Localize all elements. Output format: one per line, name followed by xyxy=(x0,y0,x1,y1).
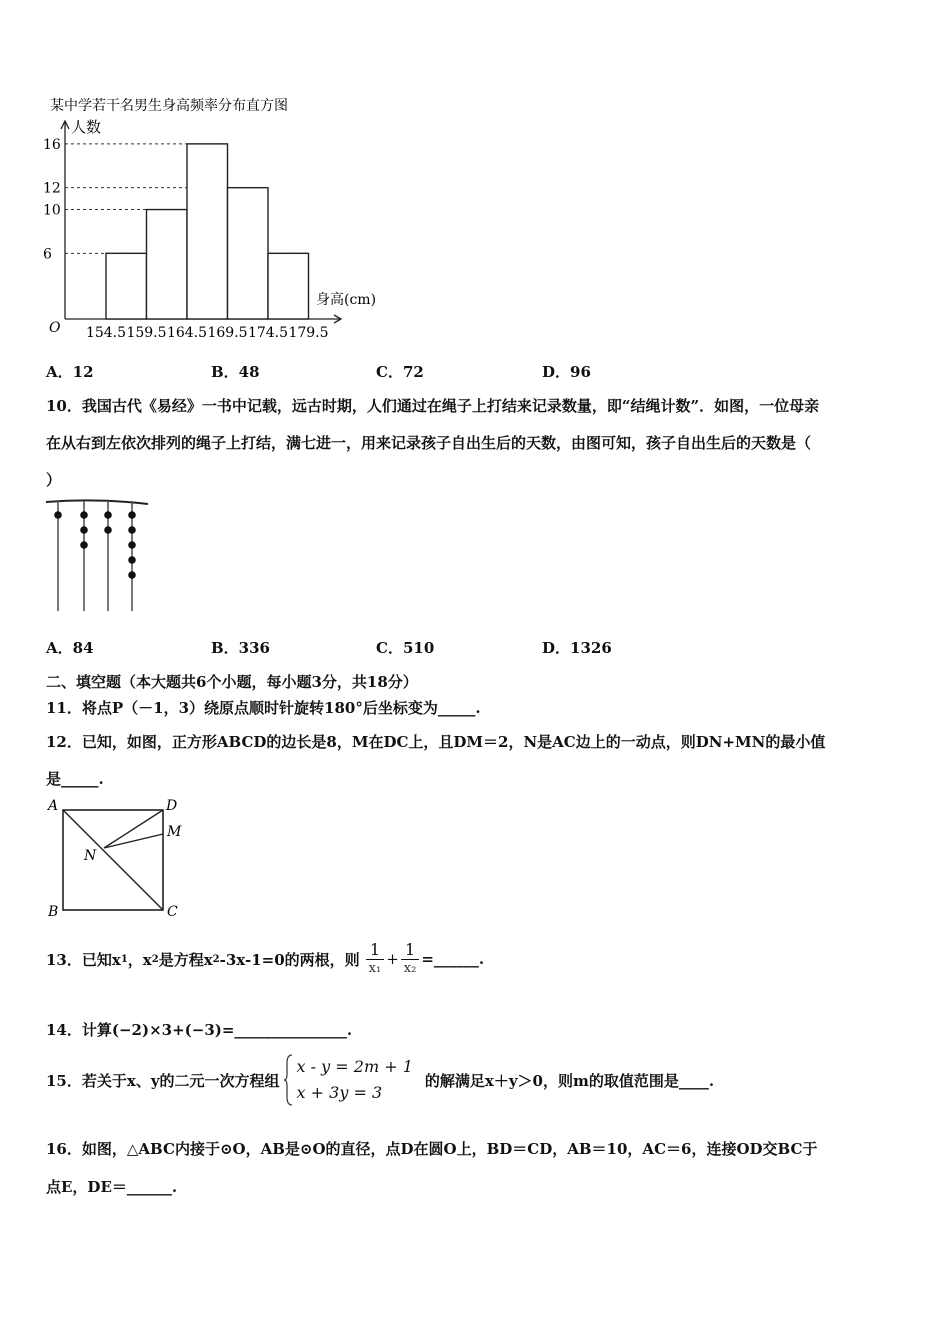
knot-rope-svg xyxy=(44,496,150,614)
q13-sub1: 1 xyxy=(120,953,128,965)
knot xyxy=(104,526,112,534)
knot xyxy=(128,556,136,564)
x-tick-label: 169.5 xyxy=(207,325,248,341)
histogram-bar xyxy=(228,188,269,319)
q10-text-line1: 10．我国古代《易经》一书中记载，远古时期，人们通过在绳子上打结来记录数量，即“结绳计数”．如图，一位母亲 xyxy=(46,397,820,415)
histogram-bar xyxy=(187,144,228,319)
q13-sup: 2 xyxy=(212,953,220,965)
q16-text-line2: 点E，DE＝______. xyxy=(46,1178,178,1196)
label-b: B xyxy=(48,904,59,920)
y-tick-label: 12 xyxy=(43,180,61,197)
knot xyxy=(80,511,88,519)
label-d: D xyxy=(166,798,178,814)
square-figure xyxy=(44,796,186,920)
q9-option-c[interactable]: C．72 xyxy=(376,363,424,381)
knot xyxy=(128,571,136,579)
chart-title: 某中学若干名男生身高频率分布直方图 xyxy=(50,98,288,114)
q10-text-line2: 在从右到左依次排列的绳子上打结，满七进一，用来记录孩子自出生后的天数，由图可知，孩子自出生后的天数是（ xyxy=(46,434,812,452)
x-tick-label: 154.5 xyxy=(85,325,127,341)
histogram-bar xyxy=(106,253,147,319)
q15-prefix: 15．若关于x、y的二元一次方程组 xyxy=(46,1071,280,1090)
knot xyxy=(104,511,112,519)
segment-dn xyxy=(104,810,163,848)
square-svg xyxy=(44,796,186,920)
x-tick-label: 174.5 xyxy=(247,325,289,341)
q12-text-line1: 12．已知，如图，正方形ABCD的边长是8，M在DC上，且DM＝2，N是AC边上的一动点，则DN+MN的最小值 xyxy=(46,733,826,751)
label-a: A xyxy=(48,798,59,814)
q15-eq2: x + 3y = 3 xyxy=(296,1083,383,1102)
knot-rope-figure xyxy=(44,496,150,614)
knot xyxy=(128,541,136,549)
knot xyxy=(80,526,88,534)
knot xyxy=(54,511,62,519)
q13-mid3: -3x-1=0的两根，则 xyxy=(219,950,360,969)
knot xyxy=(128,511,136,519)
x-tick-label: 159.5 xyxy=(126,325,167,341)
q9-option-b[interactable]: B．48 xyxy=(211,363,260,381)
q9-options xyxy=(46,361,746,381)
x-tick-label: 179.5 xyxy=(288,325,329,341)
q15-eq1: x - y = 2m + 1 xyxy=(296,1057,413,1076)
y-tick-label: 10 xyxy=(43,202,61,219)
q10-option-b[interactable]: B．336 xyxy=(211,639,270,657)
q15-line xyxy=(46,1050,714,1110)
label-m: M xyxy=(167,824,182,840)
q10-options xyxy=(46,637,746,657)
q15-brace-icon xyxy=(284,1053,294,1107)
q10-option-c[interactable]: C．510 xyxy=(376,639,435,657)
q11-text: 11．将点P（－1，3）绕原点顺时针旋转180°后坐标变为_____. xyxy=(46,699,481,717)
knot xyxy=(80,541,88,549)
histogram-bar xyxy=(147,210,188,319)
histogram-bar xyxy=(268,253,309,319)
q13-mid2: 是方程x xyxy=(158,950,213,969)
q13-plus: + xyxy=(386,950,399,968)
q13-mid1: ，x xyxy=(127,950,152,969)
q13-suffix: =______. xyxy=(421,950,485,968)
label-n: N xyxy=(84,848,97,864)
q15-equations xyxy=(297,1054,413,1106)
knot xyxy=(128,526,136,534)
q15-suffix: 的解满足x＋y＞0，则m的取值范围是____. xyxy=(424,1071,715,1090)
section2-heading: 二、填空题（本大题共6个小题，每小题3分，共18分） xyxy=(46,673,418,691)
y-axis-label: 人数 xyxy=(71,118,102,136)
label-c: C xyxy=(167,904,178,920)
q10-option-a[interactable]: A．84 xyxy=(46,639,94,657)
q10-text-line3: ） xyxy=(46,471,62,489)
q14-text: 14．计算(−2)×3+(−3)=_______________. xyxy=(46,1021,353,1039)
histogram-figure xyxy=(40,92,400,347)
q10-option-d[interactable]: D．1326 xyxy=(542,639,612,657)
q13-frac1-den: x₁ xyxy=(368,960,382,976)
q9-option-d[interactable]: D．96 xyxy=(542,363,591,381)
q15-system xyxy=(284,1053,413,1107)
q13-frac2-num: 1 xyxy=(401,941,420,960)
y-tick-label: 6 xyxy=(43,246,52,263)
q12-text-line2: 是_____. xyxy=(46,770,104,788)
q13-sub2: 2 xyxy=(151,953,159,965)
q13-frac1-num: 1 xyxy=(366,941,385,960)
origin-label: O xyxy=(49,320,61,336)
q13-prefix: 13．已知x xyxy=(46,950,121,969)
x-tick-label: 164.5 xyxy=(166,325,208,341)
q13-line xyxy=(46,934,484,984)
diagonal-ac xyxy=(63,810,163,910)
y-tick-label: 16 xyxy=(43,136,61,153)
segment-mn xyxy=(104,834,163,848)
x-axis-label: 身高(cm) xyxy=(316,292,377,308)
q13-fraction-1 xyxy=(366,941,385,978)
q9-option-a[interactable]: A．12 xyxy=(46,363,94,381)
q16-text-line1: 16．如图，△ABC内接于⊙O，AB是⊙O的直径，点D在圆O上，BD＝CD，AB＝10，AC＝6，连接OD交BC于 xyxy=(46,1140,818,1158)
q13-fraction-2 xyxy=(401,941,420,978)
q13-frac2-den: x₂ xyxy=(403,960,417,976)
histogram-svg xyxy=(40,92,400,347)
